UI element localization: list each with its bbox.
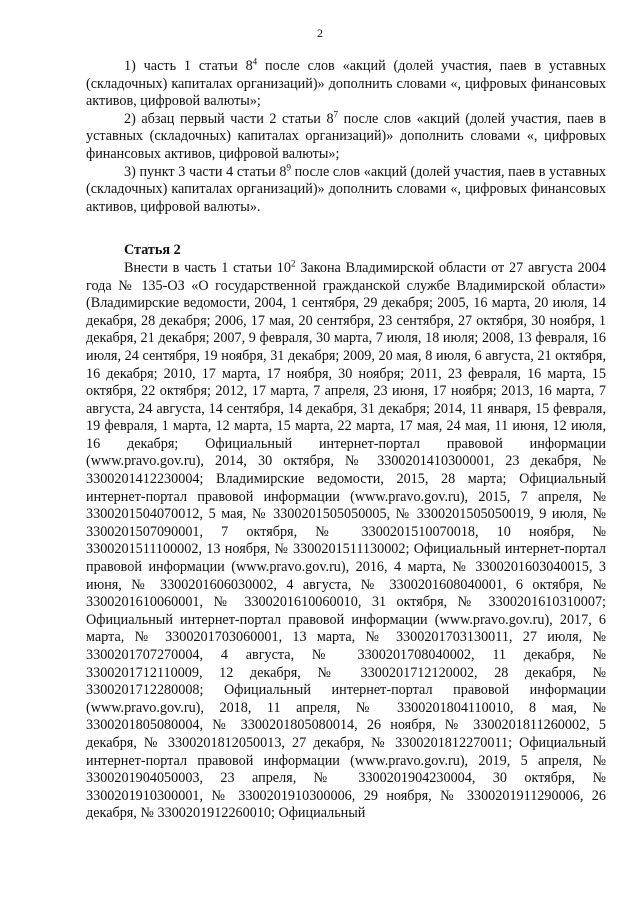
amendment-item-2-text-end: после слов «акций (долей участия, паев в уставных (складочных) капиталах организаций)» дополнить словами «, цифровых финансовых активов, цифровой валюты»; (86, 110, 606, 162)
article-2-text-start: Внести в часть 1 статьи 10 (124, 259, 291, 276)
article-2-superscript: 2 (290, 258, 296, 269)
article-2-paragraph (86, 260, 606, 823)
page-number: 2 (317, 26, 323, 40)
amendment-item-1-text-end: после слов «акций (долей участия, паев в уставных (складочных) капиталах организаций)» дополнить словами «, цифровых финансовых активов, цифровой валюты»; (86, 58, 606, 110)
amendment-item-2-text-start: 2) абзац первый части 2 статьи 8 (124, 110, 334, 127)
article-2-heading: Статья 2 (124, 242, 181, 259)
amendment-item-3-superscript: 9 (286, 161, 291, 172)
amendment-item-2 (86, 111, 606, 164)
document-body (86, 58, 606, 823)
amendment-item-3 (86, 161, 607, 217)
amendment-item-3-text-end: после слов «акций (долей участия, паев в уставных (складочных) капиталах организаций)» дополнить словами «, цифровых финансовых активов, цифровой валюты». (86, 163, 607, 215)
amendment-item-1-superscript: 4 (252, 56, 258, 67)
amendment-item-1-text-start: 1) часть 1 статьи 8 (124, 58, 253, 74)
amendment-item-1 (86, 58, 606, 111)
article-2-text-end: Закона Владимирской области от 27 августа 2004 года № 135-ОЗ «О государственной гражданской службе Владимирской области» (Владимирские ведомости, 2004, 1 сентября, 29 декабря; 2005, 16 марта, 20 июля, 14 декабря, 28 декабря; 2006, 17 мая, 20 сентября, 23 сентября, 27 октября, 30 ноября, 1 декабря, 21 декабря; 2007, 9 февраля, 30 марта, 7 июля, 18 июля; 2008, 13 февраля, 16 июля, 24 сентября, 19 ноября, 31 декабря; 2009, 20 мая, 8 июля, 6 августа, 21 октября, 16 декабря; 2010, 17 марта, 17 ноября, 30 ноября; 2011, 23 февраля, 16 марта, 15 октября, 22 октября; 2012, 17 марта, 7 апреля, 23 июня, 17 ноября; 2013, 16 марта, 7 августа, 24 августа, 14 сентября, 14 декабря, 31 декабря; 2014, 11 января, 15 февраля, 19 февраля, 1 марта, 12 марта, 15 марта, 22 марта, 17 мая, 24 мая, 11 июня, 12 июля, 16 декабря; Официальный интернет-портал правовой информации (www.pravo.gov.ru), 2014, 30 октября, № 3300201410300001, 23 декабря, № 3300201412230004; Владимирские ведомости, 2015, 28 марта; Официальный интернет-портал правовой информации (www.pravo.gov.ru), 2015, 7 апреля, № 3300201504070012, 5 мая, № 3300201505050005, № 3300201505050019, 9 июля, № 3300201507090001, 7 октября, № 3300201510070018, 10 ноября, № 3300201511100002, 13 ноября, № 3300201511130002; Официальный интернет-портал правовой информации (www.pravo.gov.ru), 2016, 4 марта, № 3300201603040015, 3 июня, № 3300201606030002, 4 августа, № 3300201608040001, 6 октября, № 3300201610060001, № 3300201610060010, 31 октября, № 3300201610310007; Официальный интернет-портал правовой информации (www.pravo.gov.ru), 2017, 6 марта, № 3300201703060001, 13 марта, № 3300201703130011, 27 июля, № 3300201707270004, 4 августа, № 3300201708040002, 11 декабря, № 3300201712110009, 12 декабря, № 3300201712120002, 28 декабря, № 3300201712280008; Официальный интернет-портал правовой информации (www.pravo.gov.ru), 2018, 11 апреля, № 3300201804110010, 8 мая, № 3300201805080004, № 3300201805080014, 26 ноября, № 3300201811260002, 5 декабря, № 3300201812050013, 27 декабря, № 3300201812270011; Официальный интернет-портал правовой информации (www.pravo.gov.ru), 2019, 5 апреля, № 3300201904050003, 23 апреля, № 3300201904230004, 30 октября, № 3300201910300001, № 3300201910300006, 29 ноября, № 3300201911290006, 26 декабря, № 3300201912260010; Официальный (86, 259, 606, 822)
amendment-item-2-superscript: 7 (333, 109, 339, 120)
amendment-item-3-text-start: 3) пункт 3 части 4 статьи 8 (124, 163, 287, 180)
